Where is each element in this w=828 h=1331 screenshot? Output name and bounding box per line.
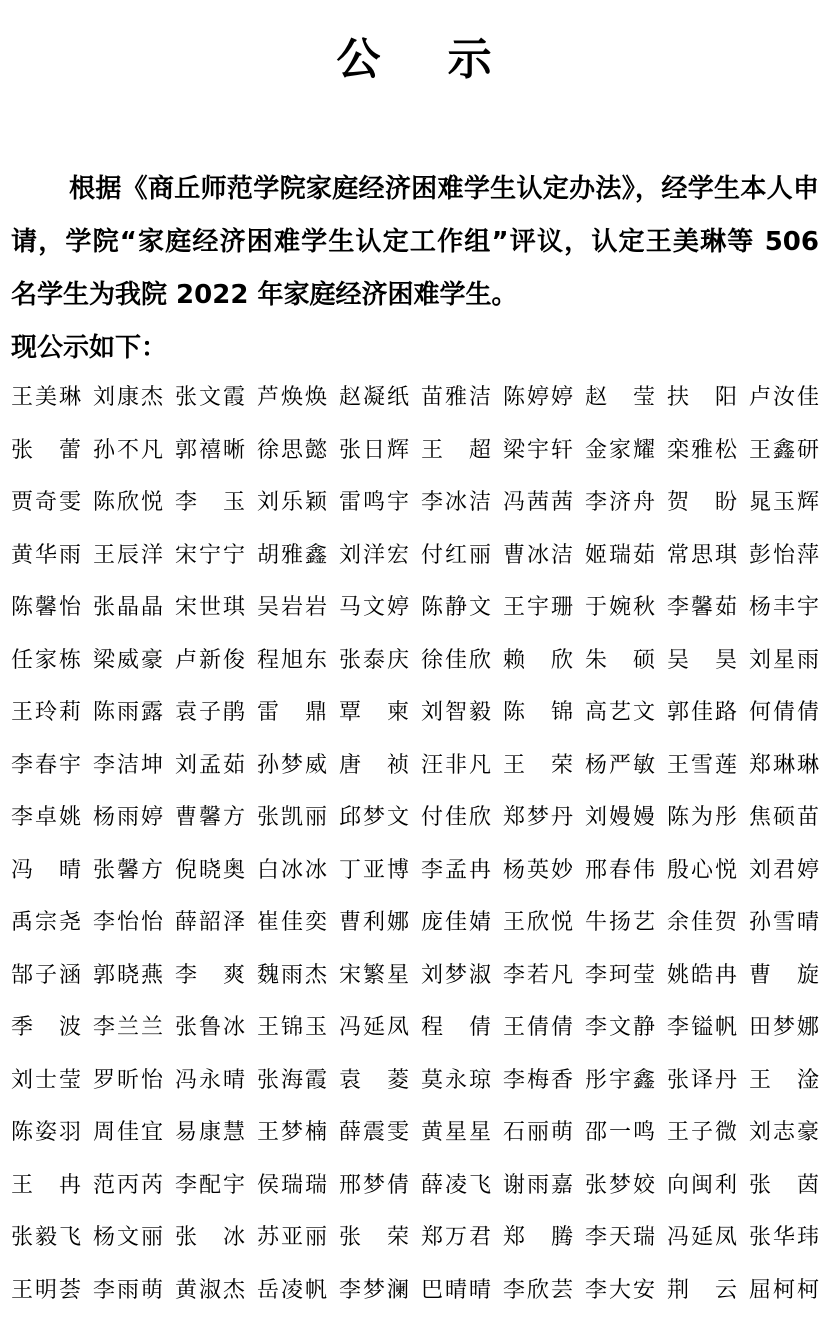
student-name: 黄 星 星 <box>421 1120 491 1146</box>
student-name: 陈 婷 婷 <box>503 385 573 411</box>
student-name: 李 怡 怡 <box>93 910 163 936</box>
student-name: 马 文 婷 <box>339 595 409 621</box>
student-name: 薛 震 雯 <box>339 1120 409 1146</box>
student-name: 李 冰 洁 <box>421 490 491 516</box>
student-name: 焦 硕 苗 <box>749 805 819 831</box>
student-name: 杨 英 妙 <box>503 857 573 883</box>
name-row <box>11 687 819 740</box>
student-name: 王 荣 <box>503 752 573 778</box>
name-row <box>11 1055 819 1108</box>
student-name: 郑 梦 丹 <box>503 805 573 831</box>
student-name: 王 宇 珊 <box>503 595 573 621</box>
student-name: 张 文 霞 <box>175 385 245 411</box>
name-row <box>11 845 819 898</box>
student-name: 付 红 丽 <box>421 542 491 568</box>
student-name: 薛 韶 泽 <box>175 910 245 936</box>
student-name: 刘 孟 茹 <box>175 752 245 778</box>
student-name: 余 佳 贺 <box>667 910 737 936</box>
student-name: 刘 士 莹 <box>11 1067 81 1093</box>
student-name: 易 康 慧 <box>175 1120 245 1146</box>
student-name: 张 泰 庆 <box>339 647 409 673</box>
student-name: 姬 瑞 茹 <box>585 542 655 568</box>
student-name: 冯 延 凤 <box>667 1225 737 1251</box>
student-name: 贾 奇 雯 <box>11 490 81 516</box>
student-name: 徐 思 懿 <box>257 437 327 463</box>
student-name: 曹 冰 洁 <box>503 542 573 568</box>
student-name: 王 冉 <box>11 1172 81 1198</box>
student-name: 崔 佳 奕 <box>257 910 327 936</box>
student-name: 邢 梦 倩 <box>339 1172 409 1198</box>
student-name: 李 配 宇 <box>175 1172 245 1198</box>
student-name: 张 蕾 <box>11 437 81 463</box>
student-name: 曹 利 娜 <box>339 910 409 936</box>
student-name: 李 梅 香 <box>503 1067 573 1093</box>
student-name: 禹 宗 尧 <box>11 910 81 936</box>
student-name: 石 丽 萌 <box>503 1120 573 1146</box>
student-name: 李 若 凡 <box>503 962 573 988</box>
student-name: 宋 繁 星 <box>339 962 409 988</box>
student-name: 莫 永 琼 <box>421 1067 491 1093</box>
student-name: 张 毅 飞 <box>11 1225 81 1251</box>
student-name: 王 超 <box>421 437 491 463</box>
student-name: 张 日 辉 <box>339 437 409 463</box>
student-name: 李 天 瑞 <box>585 1225 655 1251</box>
student-name: 冯 晴 <box>11 857 81 883</box>
name-row <box>11 1160 819 1213</box>
student-name: 李 玉 <box>175 490 245 516</box>
student-name: 邢 春 伟 <box>585 857 655 883</box>
student-name: 陈 馨 怡 <box>11 595 81 621</box>
student-name: 任 家 栋 <box>11 647 81 673</box>
student-name: 范 丙 芮 <box>93 1172 163 1198</box>
student-name: 雷 鸣 宇 <box>339 490 409 516</box>
student-name: 王 雪 莲 <box>667 752 737 778</box>
student-name: 赖 欣 <box>503 647 573 673</box>
student-name: 李 济 舟 <box>585 490 655 516</box>
student-name: 郑 琳 琳 <box>749 752 819 778</box>
student-name: 刘 君 婷 <box>749 857 819 883</box>
student-name: 覃 柬 <box>339 700 409 726</box>
name-row <box>11 635 819 688</box>
student-name: 季 波 <box>11 1015 81 1041</box>
student-name: 郭 晓 燕 <box>93 962 163 988</box>
student-name: 刘 志 豪 <box>749 1120 819 1146</box>
name-row <box>11 582 819 635</box>
student-name: 付 佳 欣 <box>421 805 491 831</box>
student-name: 孙 不 凡 <box>93 437 163 463</box>
name-row <box>11 1265 819 1318</box>
student-name: 陈 雨 露 <box>93 700 163 726</box>
student-name: 薛 凌 飞 <box>421 1172 491 1198</box>
student-name: 郭 禧 晰 <box>175 437 245 463</box>
student-name: 李 珂 莹 <box>585 962 655 988</box>
student-name: 刘 乐 颖 <box>257 490 327 516</box>
student-name: 张 华 玮 <box>749 1225 819 1251</box>
student-name: 李 雨 萌 <box>93 1277 163 1303</box>
student-name: 程 倩 <box>421 1015 491 1041</box>
student-name: 荆 云 <box>667 1277 737 1303</box>
student-name: 王 玲 莉 <box>11 700 81 726</box>
student-name: 李 兰 兰 <box>93 1015 163 1041</box>
student-name: 冯 延 凤 <box>339 1015 409 1041</box>
student-name: 陈 为 彤 <box>667 805 737 831</box>
student-name: 郜 子 涵 <box>11 962 81 988</box>
student-name: 王 梦 楠 <box>257 1120 327 1146</box>
student-name: 周 佳 宜 <box>93 1120 163 1146</box>
student-name: 倪 晓 奥 <box>175 857 245 883</box>
student-name: 李 欣 芸 <box>503 1277 573 1303</box>
student-name: 卢 汝 佳 <box>749 385 819 411</box>
student-name: 赵 凝 纸 <box>339 385 409 411</box>
student-name: 李 卓 姚 <box>11 805 81 831</box>
student-name: 刘 洋 宏 <box>339 542 409 568</box>
student-name: 吴 岩 岩 <box>257 595 327 621</box>
student-name: 汪 非 凡 <box>421 752 491 778</box>
student-name: 张 晶 晶 <box>93 595 163 621</box>
student-name: 陈 静 文 <box>421 595 491 621</box>
student-name: 巴 晴 晴 <box>421 1277 491 1303</box>
student-name: 张 荣 <box>339 1225 409 1251</box>
student-name: 栾 雅 松 <box>667 437 737 463</box>
student-name: 王 辰 洋 <box>93 542 163 568</box>
student-name: 吴 昊 <box>667 647 737 673</box>
student-name: 徐 佳 欣 <box>421 647 491 673</box>
student-name: 陈 欣 悦 <box>93 490 163 516</box>
student-name: 宋 宁 宁 <box>175 542 245 568</box>
student-name: 唐 祯 <box>339 752 409 778</box>
student-name: 贺 盼 <box>667 490 737 516</box>
student-name: 张 海 霞 <box>257 1067 327 1093</box>
student-name: 高 艺 文 <box>585 700 655 726</box>
student-name: 冯 永 晴 <box>175 1067 245 1093</box>
student-name: 冯 茜 茜 <box>503 490 573 516</box>
student-name: 杨 文 丽 <box>93 1225 163 1251</box>
student-name: 李 梦 澜 <box>339 1277 409 1303</box>
student-name: 曹 旋 <box>749 962 819 988</box>
student-name: 姚 皓 冉 <box>667 962 737 988</box>
student-name: 郑 万 君 <box>421 1225 491 1251</box>
student-name: 王 淦 <box>749 1067 819 1093</box>
student-name: 苗 雅 洁 <box>421 385 491 411</box>
name-row <box>11 530 819 583</box>
student-name: 邵 一 鸣 <box>585 1120 655 1146</box>
document-title: 公 示 <box>336 34 518 85</box>
student-name: 朱 硕 <box>585 647 655 673</box>
student-name: 王 明 荟 <box>11 1277 81 1303</box>
student-name: 杨 雨 婷 <box>93 805 163 831</box>
student-name: 黄 华 雨 <box>11 542 81 568</box>
student-name: 刘 嫚 嫚 <box>585 805 655 831</box>
student-name: 曹 馨 方 <box>175 805 245 831</box>
student-name: 王 锦 玉 <box>257 1015 327 1041</box>
notice-lead: 现公示如下： <box>11 333 168 363</box>
student-name: 魏 雨 杰 <box>257 962 327 988</box>
student-name: 卢 新 俊 <box>175 647 245 673</box>
student-name: 王 子 微 <box>667 1120 737 1146</box>
student-name: 李 馨 茹 <box>667 595 737 621</box>
student-name: 丁 亚 博 <box>339 857 409 883</box>
name-row <box>11 950 819 1003</box>
student-name: 于 婉 秋 <box>585 595 655 621</box>
student-name: 白 冰 冰 <box>257 857 327 883</box>
student-name: 李 爽 <box>175 962 245 988</box>
student-name: 袁 菱 <box>339 1067 409 1093</box>
student-name: 牛 扬 艺 <box>585 910 655 936</box>
student-name: 张 译 丹 <box>667 1067 737 1093</box>
student-name: 杨 严 敏 <box>585 752 655 778</box>
student-name: 彤 宇 鑫 <box>585 1067 655 1093</box>
student-name: 王 倩 倩 <box>503 1015 573 1041</box>
student-name: 张 鲁 冰 <box>175 1015 245 1041</box>
student-name: 程 旭 东 <box>257 647 327 673</box>
student-name: 赵 莹 <box>585 385 655 411</box>
student-name: 刘 星 雨 <box>749 647 819 673</box>
student-name: 邱 梦 文 <box>339 805 409 831</box>
name-row <box>11 792 819 845</box>
student-name: 杨 丰 宇 <box>749 595 819 621</box>
student-name: 王 鑫 研 <box>749 437 819 463</box>
student-name: 张 凯 丽 <box>257 805 327 831</box>
student-name: 彭 怡 萍 <box>749 542 819 568</box>
name-row <box>11 1107 819 1160</box>
student-name: 胡 雅 鑫 <box>257 542 327 568</box>
student-name: 郑 腾 <box>503 1225 573 1251</box>
student-name: 孙 梦 威 <box>257 752 327 778</box>
notice-paragraph: 根据《商丘师范学院家庭经济困难学生认定办法》，经学生本人申请，学院“家庭经济困难学生认定工作组”评议，认定王美琳等 506 名学生为我院 2022 年家庭经济困难学生。 <box>11 174 819 310</box>
student-name: 苏 亚 丽 <box>257 1225 327 1251</box>
student-name-list <box>11 372 819 1317</box>
student-name: 向 闽 利 <box>667 1172 737 1198</box>
student-name: 岳 凌 帆 <box>257 1277 327 1303</box>
student-name: 梁 宇 轩 <box>503 437 573 463</box>
student-name: 李 文 静 <box>585 1015 655 1041</box>
name-row <box>11 897 819 950</box>
student-name: 殷 心 悦 <box>667 857 737 883</box>
student-name: 李 镒 帆 <box>667 1015 737 1041</box>
student-name: 屈 柯 柯 <box>749 1277 819 1303</box>
student-name: 孙 雪 晴 <box>749 910 819 936</box>
student-name: 张 茵 <box>749 1172 819 1198</box>
student-name: 李 孟 冉 <box>421 857 491 883</box>
student-name: 晁 玉 辉 <box>749 490 819 516</box>
notice-body <box>11 163 819 375</box>
student-name: 常 思 琪 <box>667 542 737 568</box>
student-name: 陈 姿 羽 <box>11 1120 81 1146</box>
student-name: 庞 佳 婧 <box>421 910 491 936</box>
name-row <box>11 1212 819 1265</box>
student-name: 刘 康 杰 <box>93 385 163 411</box>
student-name: 陈 锦 <box>503 700 573 726</box>
name-row <box>11 425 819 478</box>
student-name: 郭 佳 路 <box>667 700 737 726</box>
name-row <box>11 740 819 793</box>
student-name: 侯 瑞 瑞 <box>257 1172 327 1198</box>
student-name: 刘 智 毅 <box>421 700 491 726</box>
student-name: 张 冰 <box>175 1225 245 1251</box>
student-name: 何 倩 倩 <box>749 700 819 726</box>
name-row <box>11 372 819 425</box>
student-name: 谢 雨 嘉 <box>503 1172 573 1198</box>
student-name: 李 大 安 <box>585 1277 655 1303</box>
student-name: 罗 昕 怡 <box>93 1067 163 1093</box>
name-row <box>11 1002 819 1055</box>
student-name: 梁 威 豪 <box>93 647 163 673</box>
student-name: 王 欣 悦 <box>503 910 573 936</box>
student-name: 黄 淑 杰 <box>175 1277 245 1303</box>
student-name: 张 馨 方 <box>93 857 163 883</box>
student-name: 王 美 琳 <box>11 385 81 411</box>
student-name: 金 家 耀 <box>585 437 655 463</box>
student-name: 刘 梦 淑 <box>421 962 491 988</box>
student-name: 张 梦 姣 <box>585 1172 655 1198</box>
student-name: 田 梦 娜 <box>749 1015 819 1041</box>
student-name: 芦 焕 焕 <box>257 385 327 411</box>
student-name: 扶 阳 <box>667 385 737 411</box>
student-name: 袁 子 鹃 <box>175 700 245 726</box>
student-name: 宋 世 琪 <box>175 595 245 621</box>
student-name: 李 洁 坤 <box>93 752 163 778</box>
student-name: 雷 鼎 <box>257 700 327 726</box>
student-name: 李 春 宇 <box>11 752 81 778</box>
name-row <box>11 477 819 530</box>
